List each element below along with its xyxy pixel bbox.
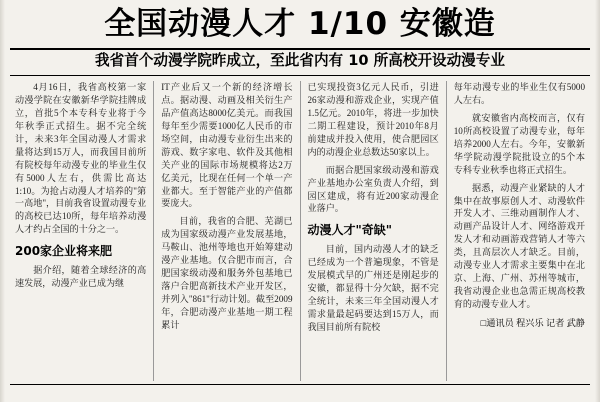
paragraph: IT产业后又一个新的经济增长点。据动漫、动画及相关衍生产品产值高达8000亿美元。而我国每年至少需要1000亿人民币的市场空间，由动漫专业衍生出来的游戏、数字家电、软件及其他相关产业的国际市场规模将达2万亿美元，比现在任何一个单一产业都大。至于智能产业的产值都要庞大。 — [161, 82, 293, 209]
subheadline: 我省首个动漫学院昨成立，至此省内有 10 所高校开设动漫专业 — [95, 52, 505, 70]
article-column-4 — [446, 81, 592, 381]
section-heading-companies: 200家企业将来肥 — [15, 244, 113, 259]
paragraph: 目前，国内动漫人才的缺乏已经成为一个普遍现象，不管是发展模式早的广州还是刚起步的安徽，都显得十分欠缺，据不完全统计，未来三年全国动漫人才需求量最起码要达到15万人，而我国目前所有院校 — [307, 244, 439, 332]
article-columns — [8, 81, 592, 381]
divider-thick — [10, 48, 590, 50]
divider-thin — [10, 75, 590, 76]
page-title: 全国动漫人才 1/10 安徽造 — [104, 6, 496, 42]
paragraph: 目前，我省的合肥、芜湖已成为国家级动漫产业发展基地，马鞍山、池州等地也开始筹建动漫产业基地。仅合肥市而言，合肥国家级动漫和服务外包基地已落户合肥高新技术产业开发区，并列入"861"行动计划。截至2009年，合肥动漫产业基地一期工程累计 — [161, 216, 293, 330]
paragraph: 据介绍，随着全球经济的高速发展，动漫产业已成为继 — [15, 265, 147, 289]
page-edge-right — [595, 0, 600, 402]
byline: □通讯员 程兴乐 记者 武静 — [480, 317, 585, 328]
article-column-1 — [8, 81, 153, 381]
section-heading-talent-shortage: 动漫人才"奇缺" — [307, 223, 393, 238]
article-column-3 — [300, 81, 446, 381]
paragraph: 每年动漫专业的毕业生仅有5000人左右。 — [453, 82, 585, 106]
page-edge-left — [0, 0, 5, 402]
paragraph: 据悉，动漫产业紧缺的人才集中在故事原创人才、动漫软件开发人才、三维动画制作人才、动画产品设计人才、网络游戏开发人才和动画游戏营销人才等六类，且高层次人才缺乏。目前，动漫专业人才需求主要集中在北京、上海、广州、苏州等城市，我省动漫企业也急需正规高校教育的动漫专业人才。 — [453, 182, 585, 309]
paragraph: 就安徽省内高校而言，仅有10所高校设置了动漫专业，每年培养2000人左右。今年，安徽新华学院动漫学院批设立的5个本专科专业秋季也将正式招生。 — [453, 113, 585, 175]
article-column-2 — [153, 81, 299, 381]
paragraph: 已实现投资3亿元人民币，引进26家动漫和游戏企业，实现产值1.5亿元。2010年，将进一步加快二期工程建设，预计2010年8月前建成并投入使用，使合肥园区内的动漫企业总数达50家以上。 — [307, 82, 439, 157]
headline-area — [8, 6, 592, 44]
divider-bottom — [10, 384, 590, 385]
paragraph: 4月16日，我省高校第一家动漫学院在安徽新华学院挂牌成立，首批5个本专科专业将于今年秋季正式招生。据不完全统计，未来3年全国动漫人才需求量将达到15万人，而我国目前所有院校每年动漫专业的毕业生仅有5000人左右，供需比高达1:10。为抢占动漫人才培养的"第一高地"，目前我省设置动漫专业的高校已达10所，每年培养动漫人才约占全国的十分之一。 — [15, 82, 147, 235]
paragraph: 而据合肥国家级动漫和游戏产业基地办公室负责人介绍，到园区建成，将有近200家动漫企业落户。 — [307, 164, 439, 214]
